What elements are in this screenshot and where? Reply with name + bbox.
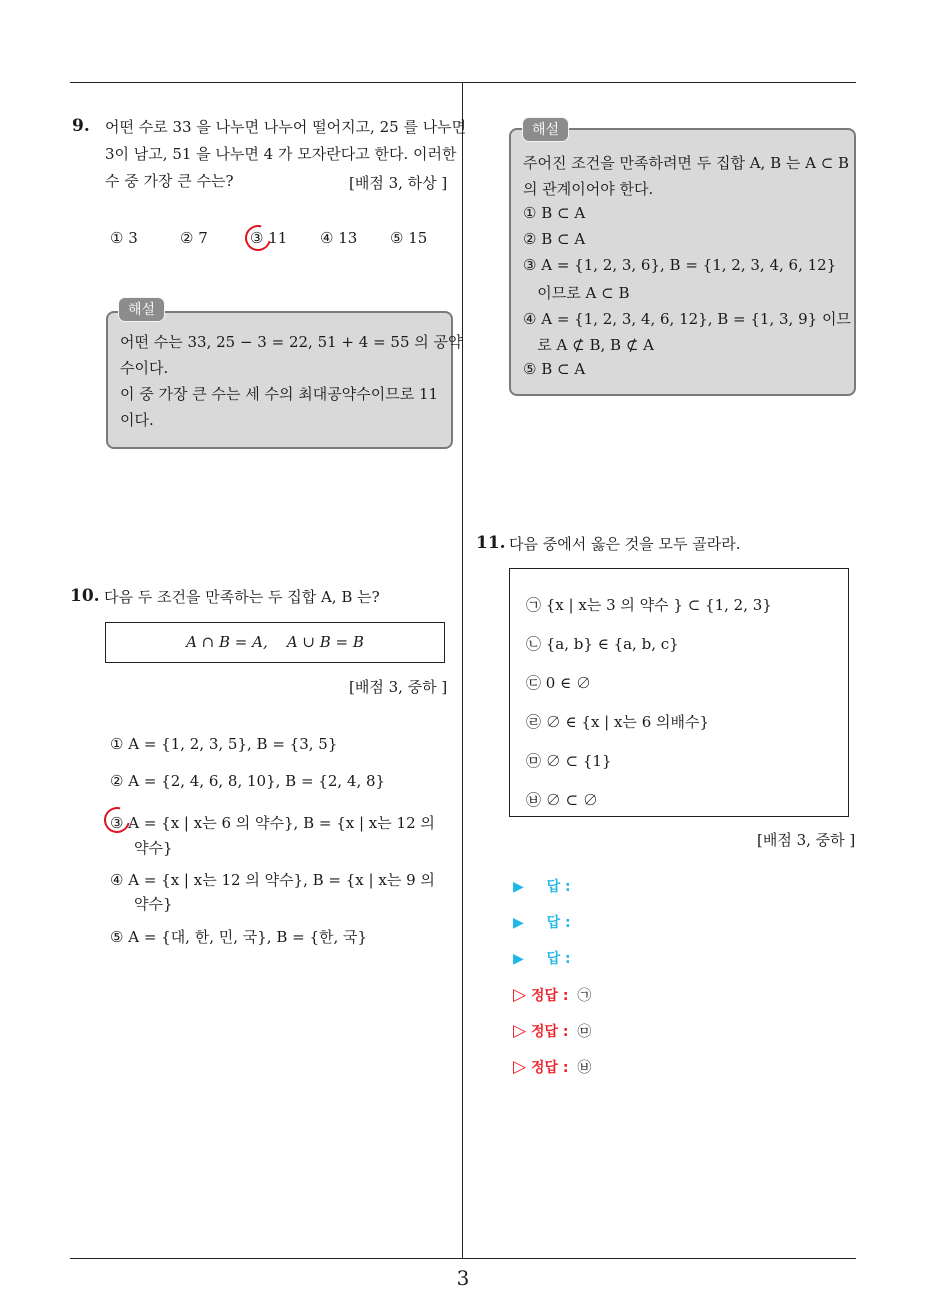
explanation-line: 이 중 가장 큰 수는 세 수의 최대공약수이므로 11 bbox=[120, 385, 439, 403]
choice-2[interactable]: ② A = {2, 4, 6, 8, 10}, B = {2, 4, 8} bbox=[110, 772, 386, 790]
question-text-line: 3이 남고, 51 을 나누면 4 가 모자란다고 한다. 이러한 bbox=[105, 145, 457, 163]
answer-label: 답 : bbox=[546, 879, 571, 895]
play-outline-icon: ▷ bbox=[513, 1021, 527, 1041]
explanation-tag: 해설 bbox=[118, 297, 165, 322]
explanation-line: 어떤 수는 33, 25 − 3 = 22, 51 + 4 = 55 의 공약 bbox=[120, 333, 463, 351]
explanation-tag: 해설 bbox=[522, 117, 569, 142]
correct-value: ㉤ bbox=[577, 1024, 592, 1040]
correct-label: 정답 : bbox=[530, 1024, 569, 1040]
correct-value: ㉠ bbox=[577, 988, 592, 1004]
explanation-box bbox=[106, 311, 463, 449]
question-number: 11. bbox=[476, 533, 506, 553]
condition-box bbox=[105, 622, 445, 663]
statement-item: ㉡ {a, b} ∈ {a, b, c} bbox=[526, 635, 679, 653]
explanation-line: 이다. bbox=[120, 411, 154, 429]
choice-2[interactable]: ② 7 bbox=[180, 229, 208, 247]
question-number: 9. bbox=[72, 116, 90, 136]
statement-item: ㉥ ∅ ⊂ ∅ bbox=[526, 791, 598, 809]
page-number: 3 bbox=[456, 1266, 470, 1290]
choice-3-cont: 약수} bbox=[134, 839, 173, 857]
choice-5[interactable]: ⑤ 15 bbox=[390, 229, 428, 247]
correct-label: 정답 : bbox=[530, 988, 569, 1004]
choice-1[interactable]: ① A = {1, 2, 3, 5}, B = {3, 5} bbox=[110, 735, 338, 753]
play-icon: ▶ bbox=[513, 915, 524, 931]
explanation-box bbox=[509, 128, 856, 396]
correct-answer-row bbox=[513, 1021, 591, 1041]
explanation-line: 로 A ⊄ B, B ⊄ A bbox=[523, 336, 655, 354]
play-icon: ▶ bbox=[513, 879, 524, 895]
statement-item: ㉤ ∅ ⊂ {1} bbox=[526, 752, 612, 770]
selected-answer-mark bbox=[240, 220, 276, 256]
explanation-line: ③ A = {1, 2, 3, 6}, B = {1, 2, 3, 4, 6, 12} bbox=[523, 256, 837, 274]
explanation-line: ⑤ B ⊂ A bbox=[523, 360, 586, 378]
choice-1[interactable]: ① 3 bbox=[110, 229, 138, 247]
bottom-rule bbox=[70, 1258, 856, 1259]
question-text-line: 어떤 수로 33 을 나누면 나누어 떨어지고, 25 를 나누면 bbox=[105, 118, 467, 136]
correct-answer-row bbox=[513, 985, 591, 1005]
answer-row[interactable] bbox=[513, 912, 571, 932]
condition-text: A ∩ B = A, A ∪ B = B bbox=[186, 633, 364, 651]
top-rule bbox=[70, 82, 856, 83]
explanation-line: 이므로 A ⊂ B bbox=[523, 284, 630, 302]
question-text: 다음 중에서 옳은 것을 모두 골라라. bbox=[509, 535, 741, 553]
score-label: [배점 3, 중하 ] bbox=[349, 678, 448, 696]
column-divider bbox=[462, 83, 463, 1259]
correct-value: ㉥ bbox=[577, 1060, 592, 1076]
statement-item: ㉢ 0 ∈ ∅ bbox=[526, 674, 591, 692]
statements-box bbox=[509, 568, 849, 817]
question-text: 다음 두 조건을 만족하는 두 집합 A, B 는? bbox=[104, 588, 380, 606]
answer-row[interactable] bbox=[513, 948, 571, 968]
choice-4[interactable]: ④ A = {x | x는 12 의 약수}, B = {x | x는 9 의 bbox=[110, 871, 435, 889]
choice-4-cont: 약수} bbox=[134, 895, 173, 913]
correct-answer-row bbox=[513, 1057, 591, 1077]
explanation-line: 의 관계이어야 한다. bbox=[523, 180, 654, 198]
choice-4[interactable]: ④ 13 bbox=[320, 229, 358, 247]
play-outline-icon: ▷ bbox=[513, 985, 527, 1005]
score-label: [배점 3, 하상 ] bbox=[349, 174, 448, 192]
answer-row[interactable] bbox=[513, 876, 571, 896]
explanation-line: 수이다. bbox=[120, 359, 169, 377]
play-outline-icon: ▷ bbox=[513, 1057, 527, 1077]
score-label: [배점 3, 중하 ] bbox=[757, 831, 856, 849]
play-icon: ▶ bbox=[513, 951, 524, 967]
choice-5[interactable]: ⑤ A = {대, 한, 민, 국}, B = {한, 국} bbox=[110, 928, 368, 946]
answer-label: 답 : bbox=[546, 915, 571, 931]
correct-label: 정답 : bbox=[530, 1060, 569, 1076]
statement-item: ㉠ {x | x는 3 의 약수 } ⊂ {1, 2, 3} bbox=[526, 596, 772, 614]
explanation-line: 주어진 조건을 만족하려면 두 집합 A, B 는 A ⊂ B bbox=[523, 154, 850, 172]
statement-item: ㉣ ∅ ∈ {x | x는 6 의배수} bbox=[526, 713, 710, 731]
question-text-line: 수 중 가장 큰 수는? bbox=[105, 172, 234, 190]
question-number: 10. bbox=[70, 586, 100, 606]
explanation-line: ④ A = {1, 2, 3, 4, 6, 12}, B = {1, 3, 9} 이므 bbox=[523, 310, 851, 328]
choice-3[interactable]: ③ 11 bbox=[250, 229, 288, 247]
choice-3[interactable]: ③ A = {x | x는 6 의 약수}, B = {x | x는 12 의 bbox=[110, 814, 435, 832]
explanation-line: ① B ⊂ A bbox=[523, 204, 586, 222]
explanation-line: ② B ⊂ A bbox=[523, 230, 586, 248]
answer-label: 답 : bbox=[546, 951, 571, 967]
